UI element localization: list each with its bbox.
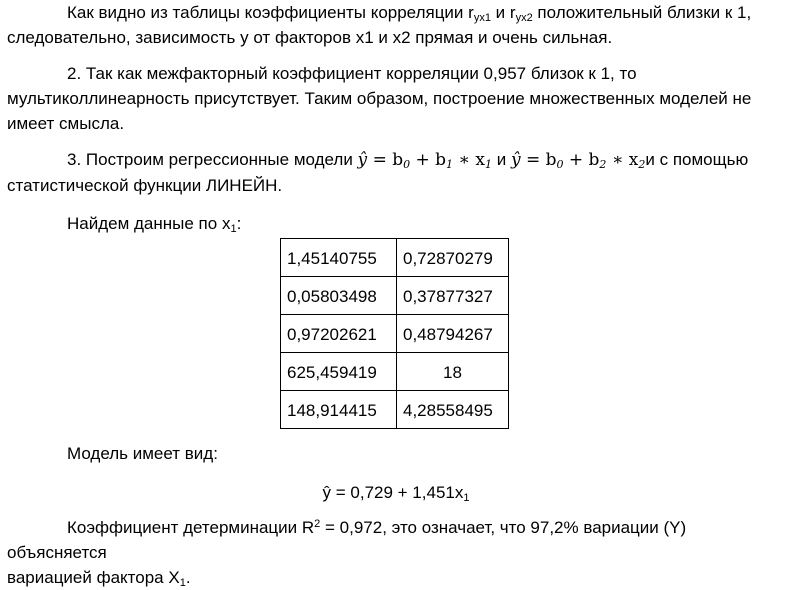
text: . <box>185 568 191 587</box>
table-cell: 18 <box>397 353 509 391</box>
paragraph-determination <box>7 515 782 590</box>
table-cell: 148,914415 <box>281 391 397 429</box>
superscript: 2 <box>314 518 321 530</box>
table-cell: 0,72870279 <box>397 239 509 277</box>
subscript: 1 <box>463 492 470 504</box>
table-row <box>281 353 509 391</box>
text: и с помощью <box>645 150 749 169</box>
linest-output-table <box>280 238 509 429</box>
model-equation <box>0 480 792 505</box>
table-row <box>281 277 509 315</box>
table-row <box>281 239 509 277</box>
table-cell: 625,459419 <box>281 353 397 391</box>
table-cell: 0,37877327 <box>397 277 509 315</box>
text: положительный близки к 1, <box>532 3 752 22</box>
text: = 0,972, это означает, что 97,2% вариации (Y) объясняется <box>7 518 687 562</box>
table-cell: 1,45140755 <box>281 239 397 277</box>
table-row <box>281 391 509 429</box>
model-label-line <box>7 441 782 466</box>
text: и r <box>490 3 516 22</box>
text: 3. Построим регрессионные модели <box>67 150 358 169</box>
text: имеет смысла. <box>7 114 125 133</box>
text: Коэффициент детерминации R <box>67 518 315 537</box>
text: статистической функции ЛИНЕЙН. <box>7 176 283 195</box>
find-data-line <box>7 211 782 236</box>
table-row <box>281 315 509 353</box>
subscript: yx2 <box>515 12 533 24</box>
table-cell: 0,48794267 <box>397 315 509 353</box>
text: вариацией фактора X <box>7 568 180 587</box>
formula-model-1: ŷ = $b_0 + b_1$ ∗ $x_1$ <box>357 150 492 171</box>
text: : <box>236 214 242 233</box>
table-cell: 4,28558495 <box>397 391 509 429</box>
paragraph-correlation <box>7 0 782 50</box>
table-cell: 0,05803498 <box>281 277 397 315</box>
text: Как видно из таблицы коэффициенты корреляции r <box>67 3 474 22</box>
text: ŷ = 0,729 + 1,451x <box>322 483 464 502</box>
text: мультиколлинеарность присутствует. Таким образом, построение множественных моделей не <box>7 89 752 108</box>
subscript: yx1 <box>473 12 491 24</box>
formula-model-2: ŷ = $b_0 + b_2$ ∗ $x_2$ <box>510 150 646 171</box>
paragraph-regression-models <box>7 147 782 198</box>
text: Модель имеет вид: <box>67 444 218 463</box>
subscript: 1 <box>179 577 186 589</box>
text: 2. Так как межфакторный коэффициент корреляции 0,957 близок к 1, то <box>67 64 637 83</box>
text: и <box>491 150 511 169</box>
table-cell: 0,97202621 <box>281 315 397 353</box>
text: Найдем данные по x <box>67 214 231 233</box>
paragraph-multicollinearity <box>7 61 782 136</box>
subscript: 1 <box>230 223 237 235</box>
text: следовательно, зависимость y от факторов x1 и x2 прямая и очень сильная. <box>7 28 613 47</box>
